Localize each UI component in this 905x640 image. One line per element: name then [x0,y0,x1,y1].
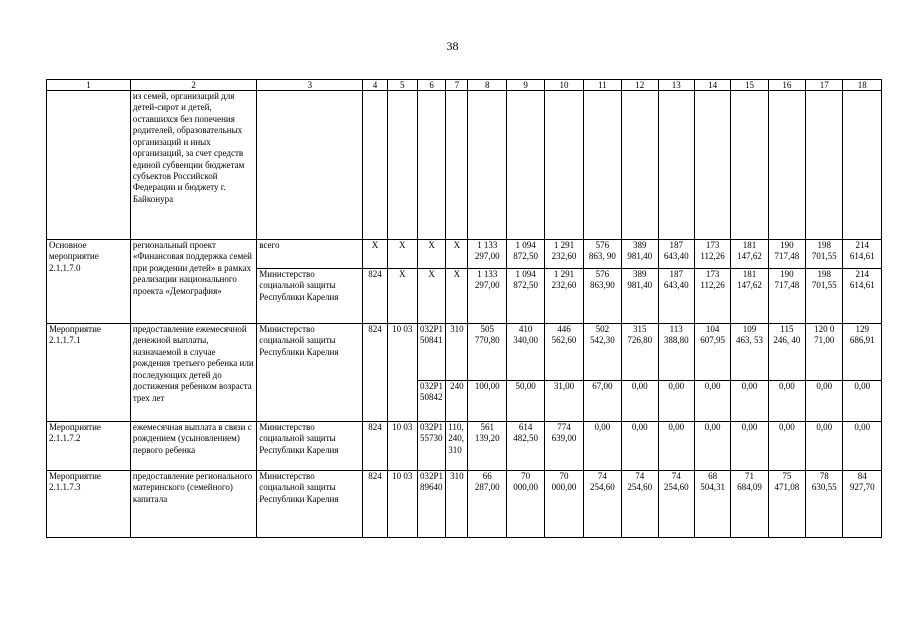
cell: Х [363,240,387,269]
cell-value: 74 254,60 [622,471,658,538]
cell-value: 214 614,61 [843,240,882,269]
header-cell: 17 [806,80,843,91]
cell-target-code: 032Р1 89640 [417,471,445,538]
cell-executor: Министерство социальной защиты Республики Карелия [257,422,363,471]
cell-value: 31,00 [545,381,583,422]
cell-value: 315 726,80 [622,324,658,381]
cell-value: 0,00 [768,422,805,471]
table-row [47,240,882,269]
cell-value: 0,00 [583,422,621,471]
cell-value: 0,00 [806,422,843,471]
cell-description: ежемесячная выплата в связи с рождением (усыновлением) первого ребенка [130,422,256,471]
cell-value: 68 504,31 [694,471,730,538]
cell: 310 [446,471,468,538]
cell-value: 0,00 [658,381,694,422]
cell [446,91,468,240]
cell-executor: всего [257,240,363,269]
cell-executor: Министерство социальной защиты Республики Карелия [257,471,363,538]
cell: Х [446,240,468,269]
header-cell: 12 [622,80,658,91]
cell-value: 0,00 [658,422,694,471]
cell-value: 502 542,30 [583,324,621,381]
cell-value: 561 139,20 [468,422,506,471]
cell-value: 1 291 232,60 [545,240,583,269]
header-cell: 2 [130,80,256,91]
cell-value: 109 463, 53 [731,324,768,381]
cell: 10 03 [387,422,417,471]
cell-target-code: 032Р1 55730 [417,422,445,471]
header-cell: 4 [363,80,387,91]
cell-value: 129 686,91 [843,324,882,381]
cell-value: 74 254,60 [658,471,694,538]
cell-value: 78 630,55 [806,471,843,538]
cell [806,91,843,240]
cell [545,91,583,240]
cell-description: региональный проект «Финансовая поддержка семей при рождении детей» в рамках реализации национального проекта «Демография» [130,240,256,324]
header-cell: 7 [446,80,468,91]
cell: Х [387,269,417,324]
cell-value: 173 112,26 [694,240,730,269]
cell-value: 389 981,40 [622,269,658,324]
cell: 10 03 [387,471,417,538]
cell: 10 03 [387,324,417,422]
cell-code: Мероприятие 2.1.1.7.3 [47,471,131,538]
header-cell: 13 [658,80,694,91]
cell-target-code: 032Р1 50841 [417,324,445,381]
cell-value: 50,00 [506,381,544,422]
header-cell: 6 [417,80,445,91]
cell [257,91,363,240]
cell-value: 187 643,40 [658,240,694,269]
header-cell: 11 [583,80,621,91]
cell-value: 576 863, 90 [583,240,621,269]
cell-value: 1 094 872,50 [506,240,544,269]
cell-value: 198 701,55 [806,240,843,269]
cell [768,91,805,240]
header-row [47,80,882,91]
cell [363,91,387,240]
cell-description: предоставление регионального материнского (семейного) капитала [130,471,256,538]
cell-value: 173 112,26 [694,269,730,324]
cell-value: 66 287,00 [468,471,506,538]
cell: Х [387,240,417,269]
cell: 824 [363,422,387,471]
cell: Х [417,240,445,269]
cell: 824 [363,269,387,324]
header-cell: 8 [468,80,506,91]
cell-value: 70 000,00 [545,471,583,538]
cell [658,91,694,240]
cell-value: 0,00 [768,381,805,422]
cell [417,91,445,240]
cell-value: 576 863,90 [583,269,621,324]
cell-value: 1 133 297,00 [468,269,506,324]
cell [468,91,506,240]
cell: 824 [363,471,387,538]
cell-value: 75 471,08 [768,471,805,538]
cell-value: 100,00 [468,381,506,422]
cell [583,91,621,240]
cell-value: 70 000,00 [506,471,544,538]
cell [387,91,417,240]
cell-value: 214 614,61 [843,269,882,324]
cell-value: 774 639,00 [545,422,583,471]
cell-value: 104 607,95 [694,324,730,381]
table-row [47,422,882,471]
header-cell: 5 [387,80,417,91]
cell [622,91,658,240]
cell-value: 71 684,09 [731,471,768,538]
header-cell: 16 [768,80,805,91]
header-cell: 15 [731,80,768,91]
cell-value: 0,00 [622,381,658,422]
cell-value: 1 094 872,50 [506,269,544,324]
cell-value: 0,00 [843,422,882,471]
cell-value: 187 643,40 [658,269,694,324]
cell-value: 410 340,00 [506,324,544,381]
cell-executor: Министерство социальной защиты Республики Карелия [257,269,363,324]
header-cell: 14 [694,80,730,91]
cell-value: 113 388,80 [658,324,694,381]
cell: 240 [446,381,468,422]
cell-value: 190 717,48 [768,240,805,269]
table-row [47,471,882,538]
cell-value: 446 562,60 [545,324,583,381]
page-number: 38 [446,39,459,53]
cell-value: 74 254,60 [583,471,621,538]
cell-value: 67,00 [583,381,621,422]
cell [694,91,730,240]
cell-value: 0,00 [622,422,658,471]
cell-value: 614 482,50 [506,422,544,471]
cell-executor: Министерство социальной защиты Республики Карелия [257,324,363,422]
cell-value: 0,00 [731,422,768,471]
header-cell: 18 [843,80,882,91]
cell-value: 389 981,40 [622,240,658,269]
cell-value: 0,00 [806,381,843,422]
cell: 310 [446,324,468,381]
cell-code: Мероприятие 2.1.1.7.2 [47,422,131,471]
table-row [47,324,882,381]
cell-value: 505 770,80 [468,324,506,381]
cell [506,91,544,240]
cell-target-code: 032Р1 50842 [417,381,445,422]
cell-value: 84 927,70 [843,471,882,538]
cell: Х [446,269,468,324]
cell [47,91,131,240]
cell-value: 198 701,55 [806,269,843,324]
cell-value: 0,00 [731,381,768,422]
cell-value: 181 147,62 [731,269,768,324]
budget-table [46,79,882,538]
cell-code: Основное мероприятие 2.1.1.7.0 [47,240,131,324]
cell-value: 181 147,62 [731,240,768,269]
cell [843,91,882,240]
cell-value: 0,00 [843,381,882,422]
header-cell: 10 [545,80,583,91]
header-cell: 3 [257,80,363,91]
cell: Х [417,269,445,324]
cell-value: 120 0 71,00 [806,324,843,381]
cell-value: 0,00 [694,381,730,422]
header-cell: 9 [506,80,544,91]
cell [731,91,768,240]
cell-value: 190 717,48 [768,269,805,324]
cell: 110, 240, 310 [446,422,468,471]
header-cell: 1 [47,80,131,91]
cell-description: предоставление ежемесячной денежной выплаты, назначаемой в случае рождения третьего ребенка или последующих детей до достижения ребенком возраста трех лет [130,324,256,422]
cell-code: Мероприятие 2.1.1.7.1 [47,324,131,422]
cell-description: из семей, организаций для детей-сирот и детей, оставшихся без попечения родителей, образовательных организаций и иных организаций, за счет средств единой субвенции бюджетам субъектов Российской Федерации и бюджету г. Байконура [130,91,256,240]
cell-value: 115 246, 40 [768,324,805,381]
table-row-continuation [47,91,882,240]
cell: 824 [363,324,387,422]
cell-value: 1 133 297,00 [468,240,506,269]
cell-value: 0,00 [694,422,730,471]
cell-value: 1 291 232,60 [545,269,583,324]
